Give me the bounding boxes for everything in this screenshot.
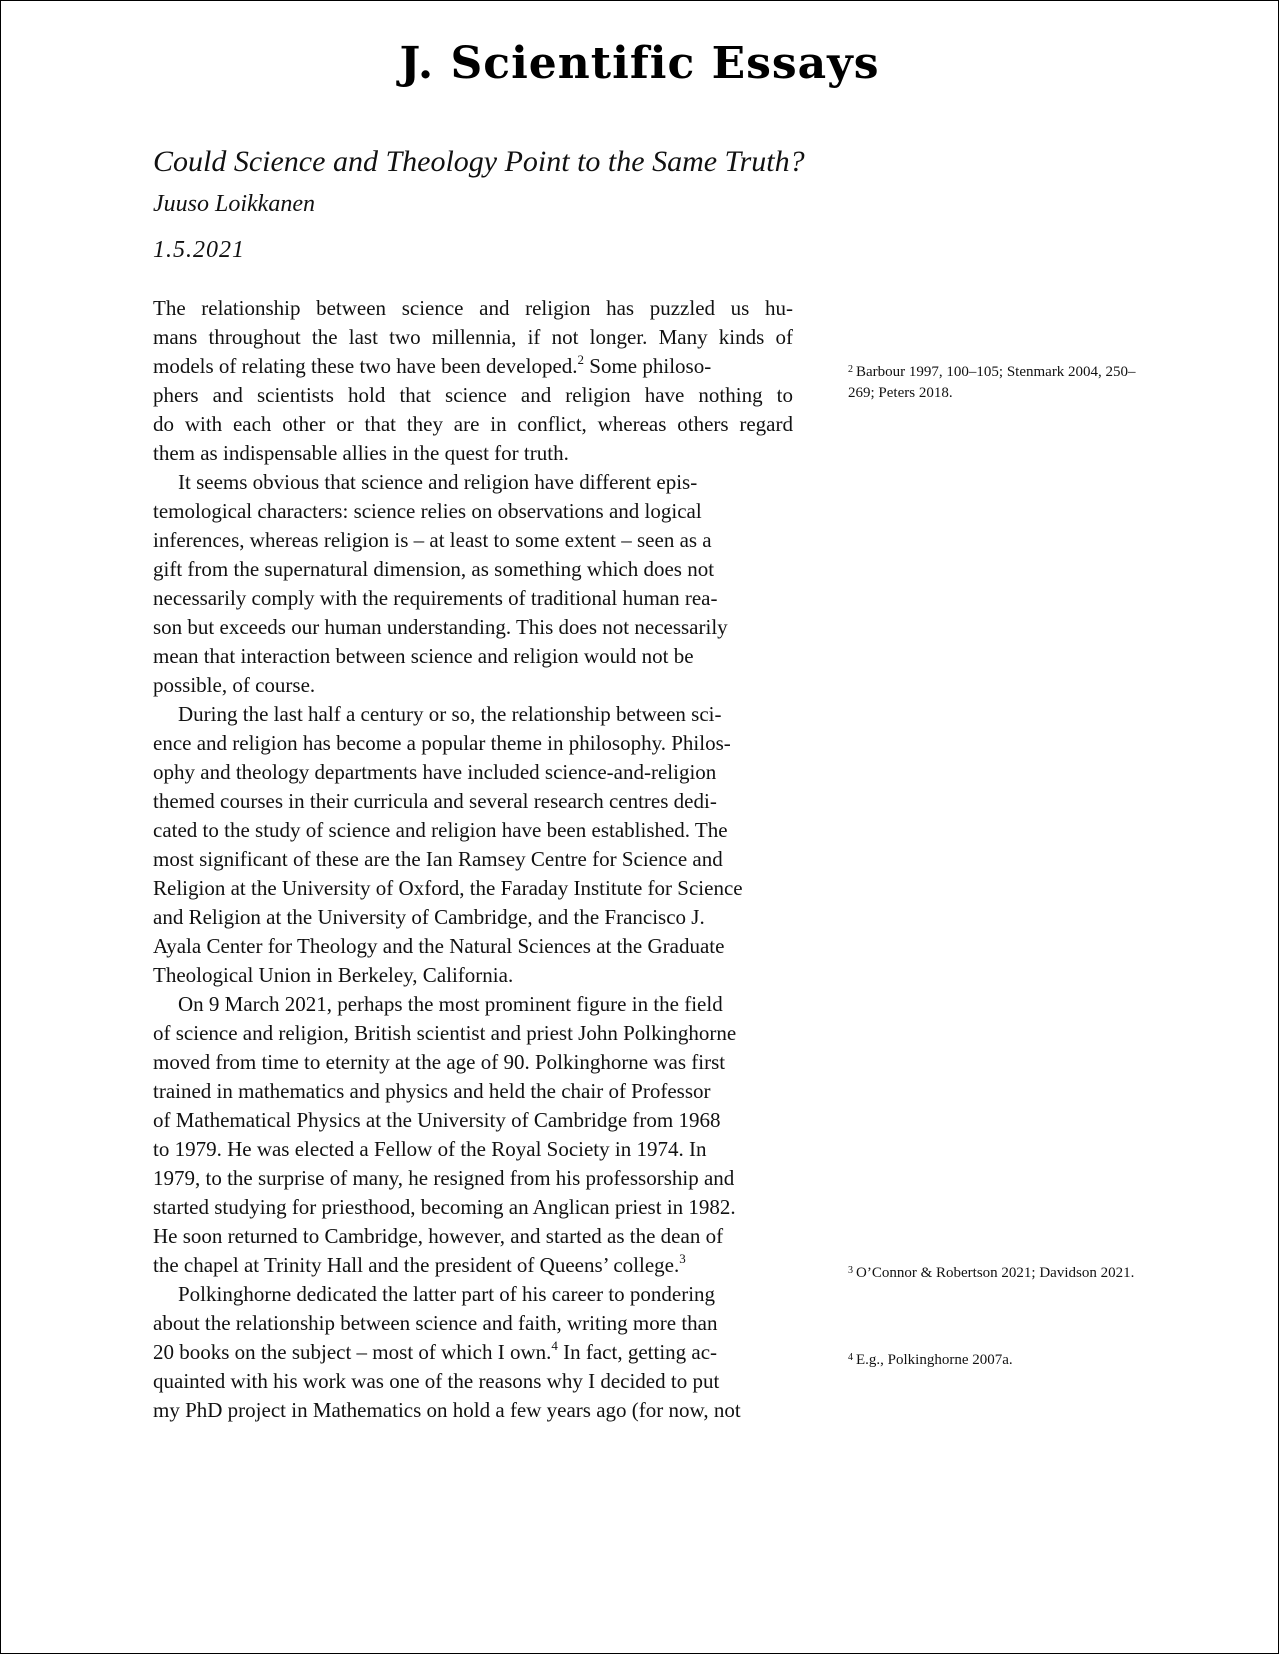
text-line: mean that interaction between science and religion would not be <box>153 644 694 668</box>
text-line: During the last half a century or so, the relationship between sci- <box>178 702 722 726</box>
text-segment: Some philoso- <box>584 354 712 378</box>
text-line: On 9 March 2021, perhaps the most prominent figure in the field <box>178 992 723 1016</box>
text-line: of Mathematical Physics at the University of Cambridge from 1968 <box>153 1108 721 1132</box>
paragraph <box>153 990 793 1280</box>
text-line: temological characters: science relies on observations and logical <box>153 499 702 523</box>
text-line: Religion at the University of Oxford, the Faraday Institute for Science <box>153 876 743 900</box>
sidenote-text: E.g., Polkinghorne 2007a. <box>856 1352 1013 1368</box>
text-line: inferences, whereas religion is – at least to some extent – seen as a <box>153 528 712 552</box>
text-line: them as indispensable allies in the quest for truth. <box>153 441 569 465</box>
text-line: It seems obvious that science and religion have different epis- <box>178 470 698 494</box>
text-line: He soon returned to Cambridge, however, and started as the dean of <box>153 1224 724 1248</box>
text-line: do with each other or that they are in conflict, whereas others regard <box>153 412 793 436</box>
text-line: Polkinghorne dedicated the latter part of his career to pondering <box>178 1282 716 1306</box>
text-line <box>153 352 793 381</box>
essay-date: 1.5.2021 <box>153 237 245 263</box>
text-line: trained in mathematics and physics and held the chair of Professor <box>153 1079 711 1103</box>
sidenote <box>848 1260 1158 1284</box>
text-line: gift from the supernatural dimension, as something which does not <box>153 557 715 581</box>
text-line: necessarily comply with the requirements of traditional human rea- <box>153 586 718 610</box>
text-line: son but exceeds our human understanding. This does not necessarily <box>153 615 728 639</box>
sidenote-number: 2 <box>848 364 853 375</box>
text-line: moved from time to eternity at the age of 90. Polkinghorne was first <box>153 1050 726 1074</box>
footnote-mark: 2 <box>577 352 585 367</box>
text-line: ophy and theology departments have included science-and-religion <box>153 760 717 784</box>
text-segment: the chapel at Trinity Hall and the president of Queens’ college. <box>153 1253 680 1277</box>
text-line: possible, of course. <box>153 673 316 697</box>
text-line: themed courses in their curricula and several research centres dedi- <box>153 789 717 813</box>
essay-title: Could Science and Theology Point to the Same Truth? <box>153 145 805 178</box>
text-line: phers and scientists hold that science and religion have nothing to <box>153 383 793 407</box>
text-line: my PhD project in Mathematics on hold a few years ago (for now, not <box>153 1398 741 1422</box>
paragraph <box>153 700 793 990</box>
text-line: about the relationship between science and faith, writing more than <box>153 1311 718 1335</box>
text-line: most significant of these are the Ian Ramsey Centre for Science and <box>153 847 723 871</box>
text-line: started studying for priesthood, becoming an Anglican priest in 1982. <box>153 1195 736 1219</box>
sidenote-text: Barbour 1997, 100–105; Stenmark 2004, 250–269; Peters 2018. <box>848 364 1136 401</box>
sidenote <box>848 359 1158 404</box>
text-line: of science and religion, British scientist and priest John Polkinghorne <box>153 1021 737 1045</box>
sidenote <box>848 1347 1158 1371</box>
sidenote-text: O’Connor & Robertson 2021; Davidson 2021. <box>856 1265 1135 1281</box>
text-line: mans throughout the last two millennia, if not longer. Many kinds of <box>153 325 793 349</box>
footnote-mark: 3 <box>679 1251 686 1266</box>
paragraph <box>153 1280 793 1425</box>
text-line: The relationship between science and religion has puzzled us hu- <box>153 296 793 320</box>
paragraph <box>153 468 793 700</box>
text-line: quainted with his work was one of the reasons why I decided to put <box>153 1369 720 1393</box>
text-line: Theological Union in Berkeley, California. <box>153 963 514 987</box>
text-line: to 1979. He was elected a Fellow of the Royal Society in 1974. In <box>153 1137 707 1161</box>
text-segment: In fact, getting ac- <box>557 1340 718 1364</box>
paragraph <box>153 294 793 468</box>
text-line: Ayala Center for Theology and the Natural Sciences at the Graduate <box>153 934 725 958</box>
text-line <box>153 1338 793 1367</box>
text-line <box>153 1251 793 1280</box>
text-segment: models of relating these two have been developed. <box>153 354 578 378</box>
text-line: and Religion at the University of Cambridge, and the Francisco J. <box>153 905 705 929</box>
text-line: cated to the study of science and religion have been established. The <box>153 818 728 842</box>
text-line: 1979, to the surprise of many, he resigned from his professorship and <box>153 1166 735 1190</box>
running-header: J. Scientific Essays <box>399 38 880 89</box>
text-segment: 20 books on the subject – most of which I own. <box>153 1340 552 1364</box>
text-line: ence and religion has become a popular theme in philosophy. Philos- <box>153 731 731 755</box>
essay-author: Juuso Loikkanen <box>153 191 315 217</box>
footnote-mark: 4 <box>551 1338 558 1353</box>
sidenote-number: 4 <box>848 1352 853 1363</box>
essay-body <box>153 294 793 1425</box>
sidenote-number: 3 <box>848 1265 853 1276</box>
